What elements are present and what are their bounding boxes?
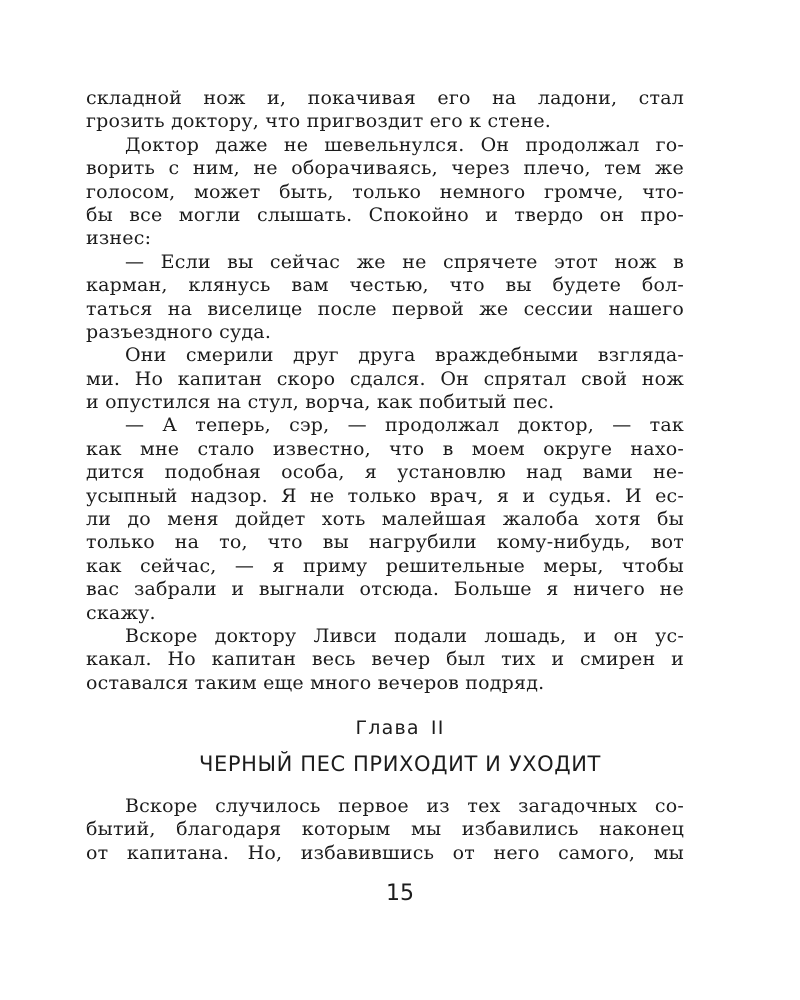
text-line: скажу.: [86, 601, 156, 624]
text-line: Они смерили друг друга враждебными взгляда-: [125, 344, 684, 367]
text-line: изнес:: [86, 227, 152, 250]
text-line: и опустился на стул, ворча, как побитый пес.: [86, 391, 555, 414]
chapter-label: Глава II: [355, 717, 445, 739]
text-line: грозить доктору, что пригвоздит его к стене.: [86, 110, 552, 133]
text-line: дится подобная особа, я установлю над вами не-: [86, 461, 684, 484]
chapter-opening-text: [86, 795, 684, 865]
text-line: какал. Но капитан весь вечер был тих и смирен и: [86, 648, 684, 671]
text-line: карман, клянусь вам честью, что вы будете бол-: [86, 274, 684, 297]
page-number: 15: [386, 881, 414, 906]
text-line: только на то, что вы нагрубили кому-нибудь, вот: [86, 531, 684, 554]
text-line: как мне стало известно, что в моем округе нахо-: [86, 437, 684, 460]
text-line: разъездного суда.: [86, 320, 272, 343]
text-line: ли до меня дойдет хоть малейшая жалоба хотя бы: [86, 508, 684, 531]
text-line: Вскоре доктору Ливси подали лошадь, и он ус-: [125, 624, 684, 647]
text-line: складной нож и, покачивая его на ладони, стал: [86, 87, 684, 109]
text-line: ми. Но капитан скоро сдался. Он спрятал свой нож: [86, 367, 684, 390]
text-line: оставался таким еще много вечеров подряд.: [86, 671, 545, 694]
text-line: — А теперь, сэр, — продолжал доктор, — так: [125, 414, 684, 437]
body-text: [86, 87, 684, 695]
text-line: бытий, благодаря которым мы избавились наконец: [86, 818, 684, 841]
text-line: голосом, может быть, только немного громче, что-: [86, 180, 684, 203]
text-line: усыпный надзор. Я не только врач, я и судья. И ес-: [86, 484, 684, 507]
text-line: как сейчас, — я приму решительные меры, чтобы: [86, 554, 684, 577]
text-line: таться на виселице после первой же сессии нашего: [86, 297, 684, 320]
text-line: Вскоре случилось первое из тех загадочных со-: [125, 795, 684, 817]
text-line: Доктор даже не шевельнулся. Он продолжал го-: [125, 133, 684, 156]
text-line: от капитана. Но, избавившись от него самого, мы: [86, 841, 684, 864]
text-line: ворить с ним, не оборачиваясь, через плечо, тем же: [86, 157, 684, 180]
text-line: бы все могли слышать. Спокойно и твердо он про-: [86, 203, 684, 226]
text-line: вас забрали и выгнали отсюда. Больше я ничего не: [86, 578, 684, 601]
text-line: — Если вы сейчас же не спрячете этот нож в: [125, 250, 684, 273]
chapter-title: ЧЕРНЫЙ ПЕС ПРИХОДИТ И УХОДИТ: [199, 752, 601, 776]
